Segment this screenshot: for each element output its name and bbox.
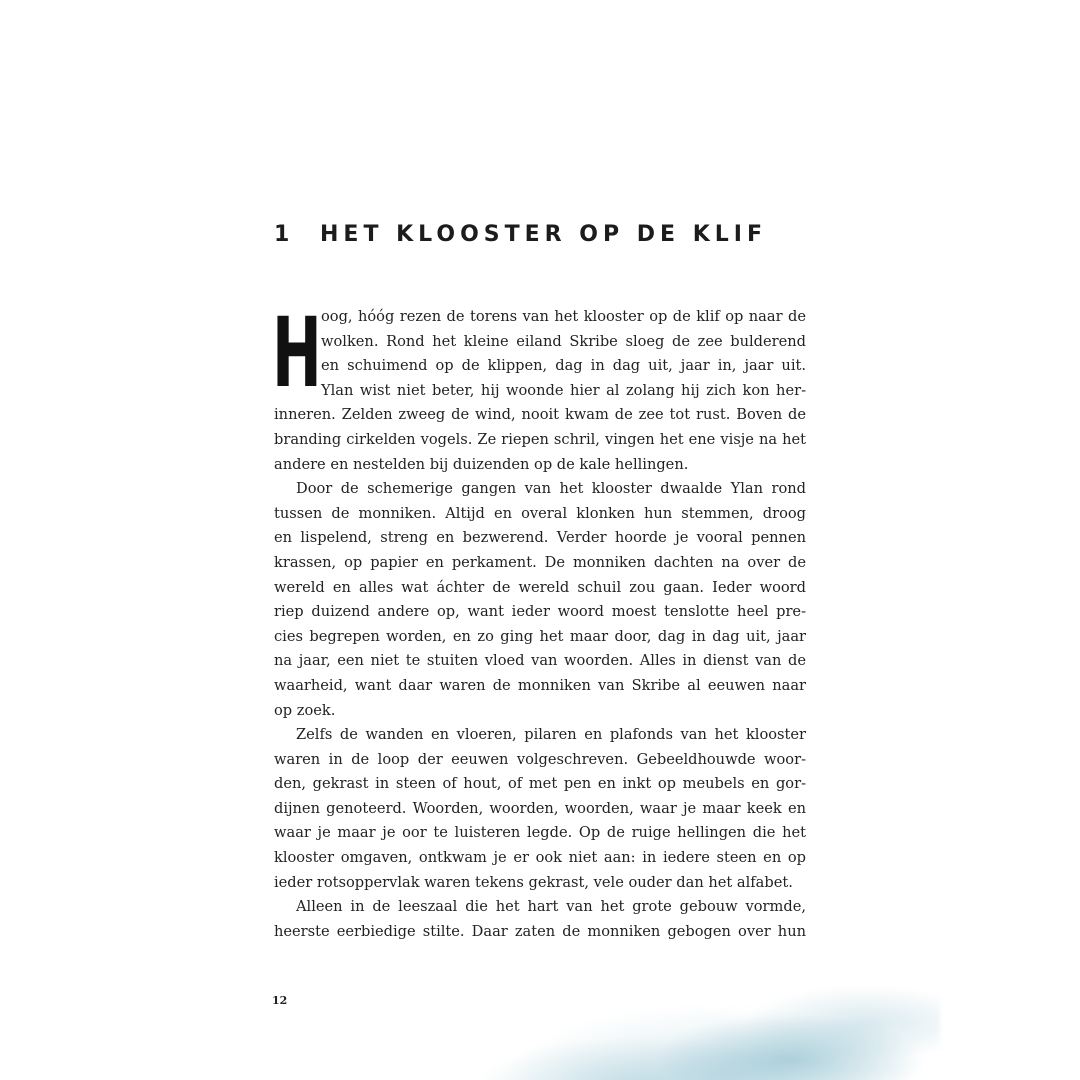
text-line: inneren. Zelden zweeg de wind, nooit kwam de zee tot rust. Boven de xyxy=(274,406,806,424)
page-number: 12 xyxy=(272,994,288,1007)
third-paragraph xyxy=(274,723,806,895)
first-paragraph xyxy=(272,297,806,477)
chapter-title: HET KLOOSTER OP DE KLIF xyxy=(320,222,767,247)
text-line: Zelfs de wanden en vloeren, pilaren en plafonds van het klooster xyxy=(296,726,806,744)
text-line: andere en nestelden bij duizenden op de kale hellingen. xyxy=(274,455,689,473)
watercolor-wash xyxy=(440,975,940,1080)
text-line: waren in de loop der eeuwen volgeschreven. Gebeeldhouwde woor- xyxy=(274,750,806,768)
text-line: en lispelend, streng en bezwerend. Verder hoorde je vooral pennen xyxy=(274,529,806,547)
text-line: tussen de monniken. Altijd en overal klonken hun stemmen, droog xyxy=(274,504,806,522)
body-text xyxy=(272,297,806,944)
text-line: krassen, op papier en perkament. De monniken dachten na over de xyxy=(274,553,806,571)
fourth-paragraph xyxy=(274,895,806,944)
chapter-heading xyxy=(274,222,767,247)
text-line: den, gekrast in steen of hout, of met pen en inkt op meubels en gor- xyxy=(274,775,806,793)
text-line: klooster omgaven, ontkwam je er ook niet aan: in iedere steen en op xyxy=(274,849,806,867)
text-line: na jaar, een niet te stuiten vloed van woorden. Alles in dienst van de xyxy=(274,652,806,670)
text-line: waarheid, want daar waren de monniken van Skribe al eeuwen naar xyxy=(274,676,806,694)
text-line: Ylan wist niet beter, hij woonde hier al zolang hij zich kon her- xyxy=(321,381,806,399)
text-line: oog, hóóg rezen de torens van het klooster op de klif op naar de xyxy=(321,308,806,325)
text-line: dijnen genoteerd. Woorden, woorden, woorden, waar je maar keek en xyxy=(274,799,806,817)
text-line: wereld en alles wat áchter de wereld schuil zou gaan. Ieder woord xyxy=(274,578,806,596)
drop-cap: H xyxy=(272,297,322,409)
text-line: en schuimend op de klippen, dag in dag uit, jaar in, jaar uit. xyxy=(321,357,806,375)
text-line: waar je maar je oor te luisteren legde. Op de ruige hellingen die het xyxy=(274,824,806,842)
text-line: Door de schemerige gangen van het klooster dwaalde Ylan rond xyxy=(296,480,806,498)
text-line: heerste eerbiedige stilte. Daar zaten de monniken gebogen over hun xyxy=(274,922,806,940)
text-line: branding cirkelden vogels. Ze riepen schril, vingen het ene visje na het xyxy=(274,430,806,448)
text-line: ieder rotsoppervlak waren tekens gekrast, vele ouder dan het alfabet. xyxy=(274,873,793,891)
text-line: op zoek. xyxy=(274,701,336,719)
chapter-number: 1 xyxy=(274,222,295,247)
text-line: cies begrepen worden, en zo ging het maar door, dag in dag uit, jaar xyxy=(274,627,806,645)
text-line: Alleen in de leeszaal die het hart van het grote gebouw vormde, xyxy=(296,898,806,916)
second-paragraph xyxy=(274,477,806,723)
text-line: riep duizend andere op, want ieder woord moest tenslotte heel pre- xyxy=(274,603,806,621)
text-line: wolken. Rond het kleine eiland Skribe sloeg de zee bulderend xyxy=(321,332,806,350)
